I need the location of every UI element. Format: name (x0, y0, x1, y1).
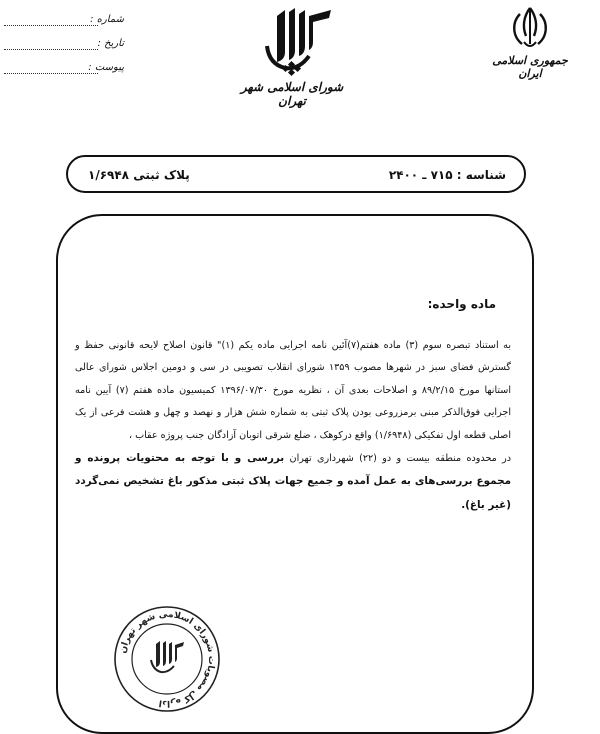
document-heading: ماده واحده: (427, 297, 496, 311)
body-paragraph-2-bold: بررسی و با توجه به محتویات پرونده و مجموع بررسی‌های به عمل آمده و جمیع جهات پلاک ثبتی مذکور باغ تشخیص نمی‌گردد (غیر باغ). (75, 452, 511, 511)
meta-peyvast-label: پیوست : (88, 62, 124, 73)
identification-box (66, 155, 526, 193)
council-logo-icon (255, 6, 335, 78)
iran-emblem-icon (500, 4, 560, 52)
meta-peyvast (4, 62, 124, 78)
meta-shomare (4, 14, 124, 30)
body-paragraph-1: به استناد تبصره سوم (۳) ماده هفتم(۷)آئین نامه اجرایی ماده یکم (۱)" قانون اصلاح لایحه قانونی حفظ و گسترش فضای سبز در شهرها مصوب ۱۳۵۹ شورای انقلاب تصویبی در سی و دومین اجلاس شورای عالی استانها مورخ ۸۹/۲/۱۵ و اصلاحات بعدی آن ، نظریه مورخ ۱۳۹۶/۰۷/۳۰ کمیسیون ماده هفتم (۷) آیین نامه اجرایی فوق‌الذکر مبنی برمزروعی بودن پلاک ثبتی به شماره شش هزار و نهصد و چهل و هشت فرعی از یک اصلی قطعه اول تفکیکی (۱/۶۹۴۸) واقع درکوهک ، ضلع شرقی اتوبان آزادگان جنب پروژه عقاب ، (75, 340, 512, 441)
meta-shomare-label: شماره : (90, 14, 124, 25)
republic-name: جمهوری اسلامی ایران (492, 54, 568, 80)
meta-tarikh-label: تاریخ : (97, 38, 124, 49)
pelak-text: پلاک ثبتی ۱/۶۹۴۸ (88, 168, 190, 182)
meta-shomare-line (4, 25, 98, 26)
shenase-text: شناسه : ۷۱۵ ـ ۲۴۰۰ (388, 168, 506, 182)
document-body (75, 335, 511, 517)
body-paragraph-2 (75, 447, 511, 517)
official-stamp-icon (112, 604, 222, 714)
meta-tarikh (4, 38, 124, 54)
council-name: شورای اسلامی شهر تهران (240, 80, 344, 108)
meta-tarikh-line (4, 49, 98, 50)
meta-peyvast-line (4, 73, 98, 74)
body-paragraph-2-normal: در محدوده منطقه بیست و دو (۲۲) شهرداری تهران (284, 453, 512, 465)
stamp-text: اداره کل مصوبات شورای اسلامی شهر تهران (118, 609, 217, 709)
